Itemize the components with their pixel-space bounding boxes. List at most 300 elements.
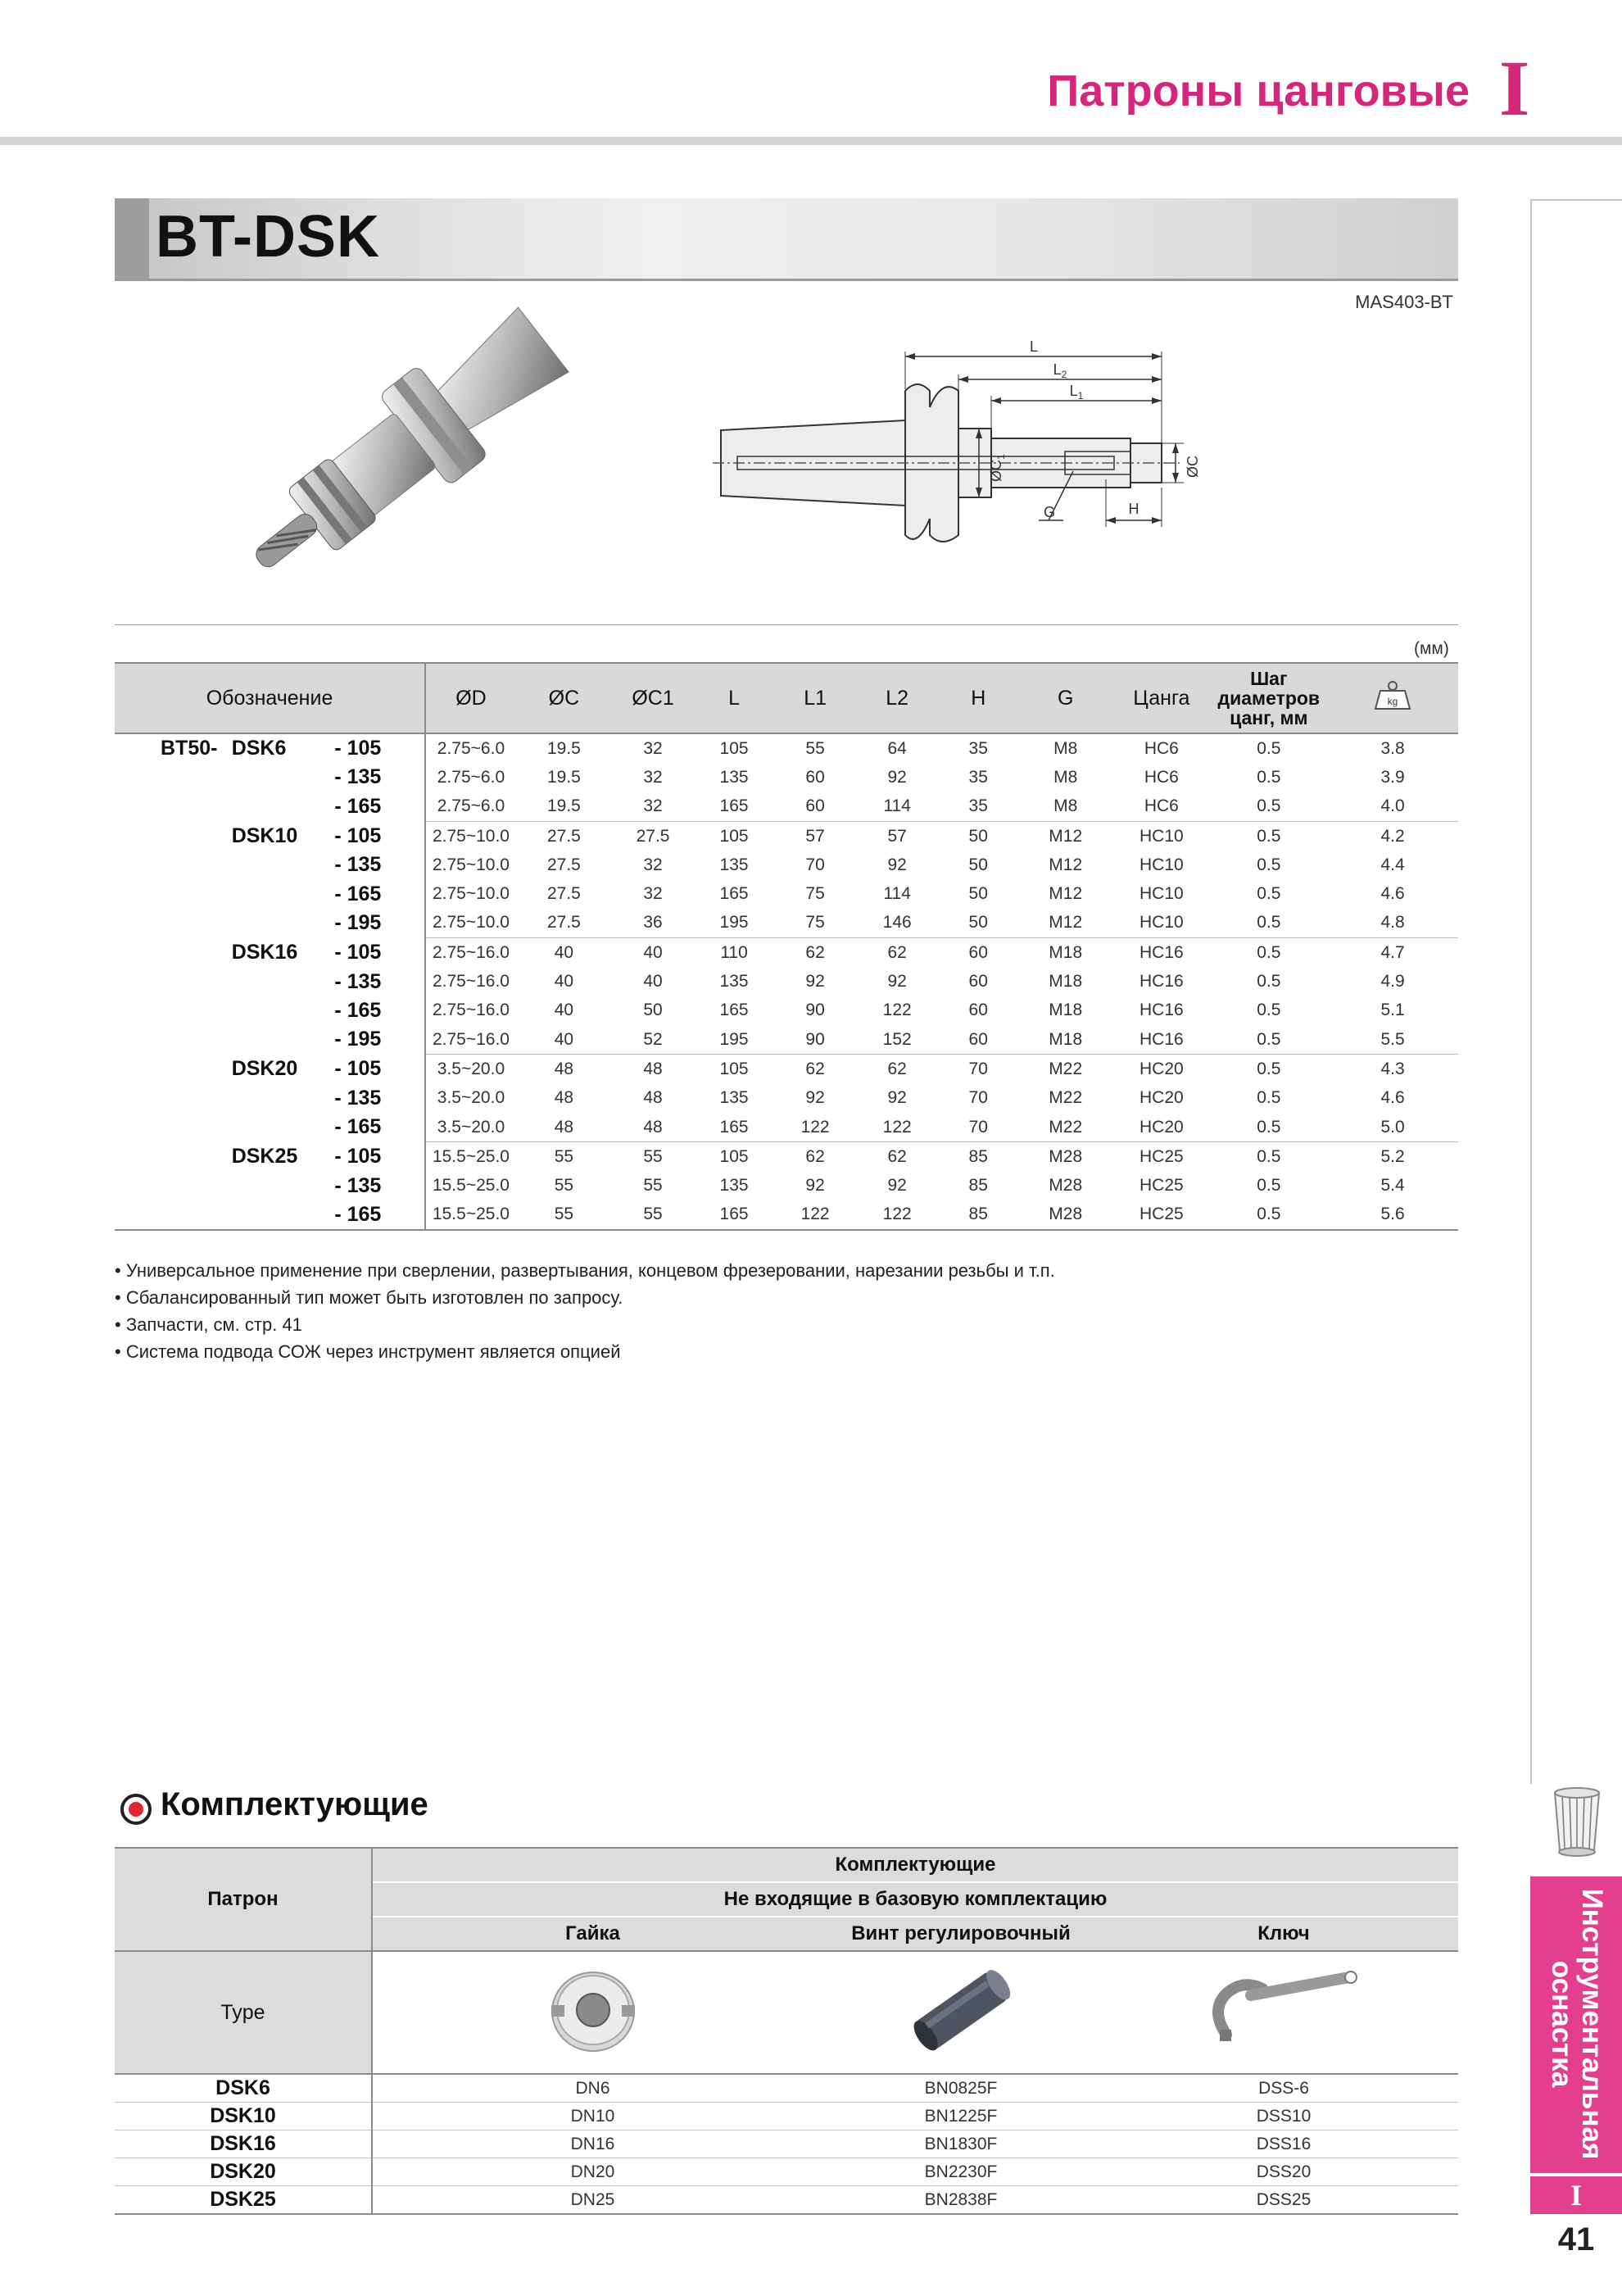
cell-g: M22 (1049, 1088, 1083, 1108)
dim-label-H: H (1128, 501, 1139, 517)
acc-model: DSK10 (115, 2103, 372, 2130)
sidebar-category-line2: оснастка (1546, 1960, 1578, 2088)
cell-step: 0.5 (1257, 1176, 1281, 1196)
cell-step: 0.5 (1257, 913, 1281, 932)
cell-d: 2.75~16.0 (432, 972, 510, 991)
sidebar-roman-numeral: I (1530, 2173, 1622, 2214)
cell-d: 2.75~6.0 (437, 767, 505, 787)
cell-weight: 5.6 (1327, 1200, 1458, 1230)
row-prefix (115, 821, 232, 851)
header-D: ØD (425, 663, 516, 733)
cell-c1: 27.5 (612, 821, 694, 851)
dim-label-L1: L (1069, 383, 1078, 399)
cell-l: 195 (719, 1029, 749, 1049)
cell-l2: 114 (883, 884, 911, 904)
cell-l2: 92 (887, 855, 907, 874)
row-series (232, 763, 335, 792)
row-series (232, 792, 335, 822)
row-prefix (115, 763, 232, 792)
row-series (232, 1171, 335, 1200)
cell-d: 3.5~20.0 (425, 1055, 516, 1084)
dim-label-L2-sub: 2 (1061, 369, 1067, 380)
cell-g: M28 (1018, 1200, 1112, 1230)
cell-g: M12 (1049, 913, 1083, 932)
cell-collet: HC16 (1139, 1029, 1184, 1049)
cell-c: 19.5 (546, 796, 581, 816)
cell-step: 0.5 (1257, 884, 1281, 904)
cell-weight: 4.2 (1327, 821, 1458, 851)
row-prefix (115, 967, 232, 996)
cell-c: 48 (554, 1117, 574, 1137)
cell-h: 85 (938, 1200, 1018, 1230)
cell-collet: HC20 (1139, 1088, 1184, 1108)
cell-step: 0.5 (1210, 821, 1327, 851)
cell-l2: 62 (856, 1142, 938, 1172)
table-row (115, 909, 1458, 938)
cell-c1: 50 (643, 1001, 663, 1020)
cell-l1: 62 (774, 1142, 856, 1172)
note-item: • Система подвода СОЖ через инструмент является опцией (115, 1338, 1055, 1365)
cell-c1: 52 (643, 1029, 663, 1049)
cell-c1: 55 (612, 1142, 694, 1172)
cell-collet: HC16 (1112, 938, 1210, 968)
table-row (115, 1200, 1458, 1230)
cell-d: 2.75~6.0 (437, 796, 505, 816)
row-prefix (115, 1055, 232, 1084)
cell-c: 55 (554, 1176, 574, 1196)
table-row (115, 1113, 1458, 1142)
cell-l1: 75 (805, 913, 825, 932)
dim-label-C1: ØC (988, 460, 1004, 482)
cell-c1: 40 (612, 938, 694, 968)
table-row (115, 1025, 1458, 1055)
spec-table (115, 662, 1458, 1231)
acc-model: DSK16 (115, 2130, 372, 2158)
row-series (232, 879, 335, 908)
cell-weight: 4.6 (1380, 884, 1405, 904)
cell-step: 0.5 (1210, 1055, 1327, 1084)
dim-label-L1-sub: 1 (1077, 390, 1084, 402)
dim-label-L2: L (1053, 361, 1062, 378)
cell-h: 85 (968, 1176, 988, 1196)
row-series: DSK10 (231, 824, 298, 847)
cell-step: 0.5 (1257, 972, 1281, 991)
cell-h: 60 (968, 1001, 988, 1020)
cell-l: 165 (719, 1117, 749, 1137)
cell-h: 35 (968, 767, 988, 787)
cell-c: 40 (554, 972, 574, 991)
cell-step: 0.5 (1210, 938, 1327, 968)
cell-c: 27.5 (546, 855, 581, 874)
cell-l2: 114 (883, 796, 911, 816)
cell-l1: 75 (805, 884, 825, 904)
cell-weight: 4.6 (1380, 1088, 1405, 1108)
acc-model: DSK25 (115, 2186, 372, 2215)
acc-model: DSK20 (115, 2158, 372, 2186)
row-length: - 135 (334, 967, 425, 996)
cell-d: 15.5~25.0 (425, 1142, 516, 1172)
cell-l: 135 (719, 1176, 749, 1196)
acc-screw: BN2230F (813, 2158, 1109, 2186)
note-item: • Запчасти, см. стр. 41 (115, 1311, 1055, 1338)
cell-l2: 122 (856, 1200, 938, 1230)
row-series: DSK20 (231, 1057, 298, 1081)
cell-l1: 90 (805, 1001, 825, 1020)
acc-screw: BN2838F (813, 2186, 1109, 2215)
header-L: L (694, 663, 774, 733)
row-length: - 135 (334, 1084, 425, 1113)
dim-label-C: ØC (1185, 456, 1201, 478)
row-prefix (115, 851, 232, 879)
header-step (1210, 663, 1327, 733)
cell-l1: 57 (774, 821, 856, 851)
cell-l: 105 (694, 1055, 774, 1084)
dim-label-C1-sub: 1 (995, 454, 1007, 460)
cell-g: M18 (1049, 1029, 1083, 1049)
weight-icon-label: kg (1387, 695, 1398, 707)
acc-wrench: DSS20 (1109, 2158, 1458, 2186)
cell-c1: 48 (612, 1055, 694, 1084)
cell-l2: 92 (887, 1176, 907, 1196)
cell-c1: 55 (612, 1200, 694, 1230)
cell-g: M18 (1049, 972, 1083, 991)
table-top-rule (115, 624, 1458, 625)
cell-weight: 5.5 (1380, 1029, 1405, 1049)
cell-h: 35 (968, 796, 988, 816)
header-L2: L2 (856, 663, 938, 733)
cell-step: 0.5 (1257, 1117, 1281, 1137)
row-series (232, 1084, 335, 1113)
cell-d: 2.75~10.0 (425, 821, 516, 851)
cell-l2: 92 (887, 972, 907, 991)
cell-d: 3.5~20.0 (437, 1088, 505, 1108)
cell-c1: 32 (643, 855, 663, 874)
accessory-row (115, 2186, 1458, 2215)
accessory-row (115, 2130, 1458, 2158)
row-series: DSK25 (231, 1145, 298, 1168)
row-series (232, 909, 335, 938)
row-prefix (115, 1142, 232, 1172)
cell-c1: 32 (643, 767, 663, 787)
cell-collet: HC25 (1139, 1176, 1184, 1196)
table-row (115, 733, 1458, 763)
wrench-image (1194, 1961, 1374, 2059)
cell-g: M22 (1018, 1055, 1112, 1084)
row-length: - 165 (334, 879, 425, 908)
cell-l1: 62 (774, 938, 856, 968)
row-length: - 105 (334, 1142, 425, 1172)
header-G: G (1018, 663, 1112, 733)
cell-l1: 60 (805, 767, 825, 787)
cell-l: 165 (694, 1200, 774, 1230)
cell-d: 2.75~10.0 (432, 855, 510, 874)
cell-c1: 55 (643, 1176, 663, 1196)
cell-d: 2.75~10.0 (432, 913, 510, 932)
cell-h: 70 (968, 1117, 988, 1137)
cell-l1: 92 (805, 1176, 825, 1196)
row-length: - 135 (334, 763, 425, 792)
cell-l1: 92 (805, 972, 825, 991)
cell-g: M22 (1049, 1117, 1083, 1137)
sidebar-category-tab[interactable] (1530, 1876, 1622, 2173)
cell-weight: 5.4 (1380, 1176, 1405, 1196)
cell-step: 0.5 (1210, 1200, 1327, 1230)
accessory-row (115, 2103, 1458, 2130)
cell-l2: 57 (856, 821, 938, 851)
cell-d: 2.75~16.0 (425, 938, 516, 968)
table-row (115, 763, 1458, 792)
row-length: - 195 (334, 909, 425, 938)
row-length: - 165 (334, 792, 425, 822)
table-row (115, 967, 1458, 996)
row-series (232, 1025, 335, 1055)
row-length: - 105 (334, 938, 425, 968)
acc-model: DSK6 (115, 2074, 372, 2103)
cell-l: 165 (719, 796, 749, 816)
row-length: - 105 (334, 733, 425, 763)
product-photo (197, 287, 606, 615)
cell-l1: 90 (805, 1029, 825, 1049)
cell-collet: HC20 (1139, 1117, 1184, 1137)
cell-l: 105 (694, 821, 774, 851)
row-series (232, 1200, 335, 1230)
sidebar-category-label (1546, 1889, 1606, 2160)
acc-wrench: DSS25 (1109, 2186, 1458, 2215)
cell-l2: 122 (882, 1001, 912, 1020)
cell-c1: 32 (643, 796, 663, 816)
table-row (115, 879, 1458, 908)
cell-c1: 48 (643, 1117, 663, 1137)
dim-label-G: G (1044, 504, 1056, 520)
row-series (232, 967, 335, 996)
acc-header-subgroup: Не входящие в базовую комплектацию (372, 1882, 1458, 1917)
sidebar-category-line1: Инструментальная (1575, 1888, 1608, 2160)
row-series (232, 996, 335, 1025)
header-step-line2: диаметров (1217, 687, 1321, 709)
unit-label: (мм) (1414, 639, 1449, 658)
cell-l2: 152 (882, 1029, 912, 1049)
header-step-line3: цанг, мм (1230, 707, 1308, 729)
cell-step: 0.5 (1257, 767, 1281, 787)
cell-step: 0.5 (1257, 738, 1281, 758)
cell-c: 27.5 (546, 913, 581, 932)
wrench-image-cell (1109, 1951, 1458, 2074)
cell-d: 2.75~10.0 (432, 884, 510, 904)
cell-collet: HC16 (1139, 1001, 1184, 1020)
cell-c: 40 (554, 1029, 574, 1049)
cell-weight: 5.0 (1380, 1117, 1405, 1137)
cell-l: 135 (719, 1088, 749, 1108)
cell-c: 48 (554, 1088, 574, 1108)
cell-l1: 122 (800, 1117, 830, 1137)
cell-weight: 4.9 (1380, 972, 1405, 991)
note-item: • Универсальное применение при сверлении, развертывания, концевом фрезеровании, нарезании резьбы и т.п. (115, 1257, 1055, 1284)
technical-drawing (713, 332, 1221, 586)
cell-d: 15.5~25.0 (425, 1200, 516, 1230)
cell-l: 135 (719, 855, 749, 874)
cell-g: M12 (1049, 855, 1083, 874)
cell-c1: 40 (643, 972, 663, 991)
row-length: - 195 (334, 1025, 425, 1055)
row-prefix (115, 938, 232, 968)
header-C1: ØC1 (612, 663, 694, 733)
acc-header-screw: Винт регулировочный (813, 1917, 1109, 1951)
cell-step: 0.5 (1257, 1029, 1281, 1049)
cell-h: 50 (968, 913, 988, 932)
cell-g: M8 (1053, 738, 1078, 758)
cell-collet: HC16 (1139, 972, 1184, 991)
cell-l1: 62 (774, 1055, 856, 1084)
acc-type-label: Type (115, 1951, 372, 2074)
table-row (115, 1171, 1458, 1200)
collet-icon (1540, 1786, 1614, 1872)
note-item: • Сбалансированный тип может быть изготовлен по запросу. (115, 1284, 1055, 1311)
acc-nut: DN25 (372, 2186, 813, 2215)
header-step-line1: Шаг (1250, 667, 1288, 689)
cell-c: 55 (516, 1200, 612, 1230)
cell-h: 85 (938, 1142, 1018, 1172)
row-length: - 165 (334, 1113, 425, 1142)
cell-collet: HC10 (1139, 913, 1184, 932)
acc-nut: DN16 (372, 2130, 813, 2158)
table-row (115, 821, 1458, 851)
cell-collet: HC10 (1139, 884, 1184, 904)
row-series: DSK6 (231, 737, 287, 760)
cell-collet: HC10 (1112, 821, 1210, 851)
cell-d: 2.75~16.0 (432, 1029, 510, 1049)
cell-l2: 62 (856, 938, 938, 968)
row-length: - 135 (334, 1171, 425, 1200)
table-row (115, 1142, 1458, 1172)
row-prefix (115, 1084, 232, 1113)
cell-c1: 36 (643, 913, 663, 932)
cell-l1: 55 (805, 738, 825, 758)
acc-nut: DN10 (372, 2103, 813, 2130)
nut-image (532, 1961, 655, 2059)
row-prefix (115, 1171, 232, 1200)
cell-c: 40 (516, 938, 612, 968)
row-series (232, 1113, 335, 1142)
cell-collet: HC6 (1144, 738, 1179, 758)
row-series (232, 851, 335, 879)
table-row (115, 996, 1458, 1025)
cell-g: M12 (1049, 884, 1083, 904)
cell-l1: 92 (805, 1088, 825, 1108)
cell-step: 0.5 (1257, 855, 1281, 874)
cell-l: 165 (719, 1001, 749, 1020)
row-prefix (115, 792, 232, 822)
cell-h: 70 (938, 1055, 1018, 1084)
row-length: - 105 (334, 821, 425, 851)
cell-step: 0.5 (1257, 1088, 1281, 1108)
cell-step: 0.5 (1257, 1001, 1281, 1020)
target-bullet-icon (120, 1793, 152, 1826)
row-length: - 165 (334, 996, 425, 1025)
acc-header-holder: Патрон (115, 1848, 372, 1951)
cell-h: 50 (968, 855, 988, 874)
table-row (115, 938, 1458, 968)
cell-c1: 32 (643, 884, 663, 904)
cell-c: 40 (554, 1001, 574, 1020)
cell-h: 60 (968, 972, 988, 991)
cell-h: 60 (938, 938, 1018, 968)
cell-c: 19.5 (546, 767, 581, 787)
cell-weight: 4.0 (1380, 796, 1405, 816)
cell-h: 50 (938, 821, 1018, 851)
cell-c1: 32 (643, 738, 663, 758)
cell-collet: HC6 (1144, 767, 1179, 787)
svg-text:L1 (1070, 383, 1084, 402)
cell-l: 135 (719, 767, 749, 787)
cell-h: 35 (968, 738, 988, 758)
cell-l2: 62 (856, 1055, 938, 1084)
accessories-table (115, 1847, 1458, 2215)
cell-weight: 5.1 (1380, 1001, 1405, 1020)
acc-screw: BN0825F (813, 2074, 1109, 2103)
table-row (115, 851, 1458, 879)
cell-collet: HC10 (1139, 855, 1184, 874)
row-prefix (115, 909, 232, 938)
cell-l: 105 (719, 738, 749, 758)
notes-list (115, 1257, 1055, 1365)
header-divider (0, 137, 1622, 145)
header-designation: Обозначение (115, 663, 425, 733)
row-length: - 105 (334, 1055, 425, 1084)
cell-c: 19.5 (546, 738, 581, 758)
row-prefix (115, 1025, 232, 1055)
cell-weight: 4.7 (1327, 938, 1458, 968)
nut-image-cell (372, 1951, 813, 2074)
cell-l1: 70 (805, 855, 825, 874)
acc-wrench: DSS-6 (1109, 2074, 1458, 2103)
cell-d: 2.75~6.0 (437, 738, 505, 758)
row-prefix (115, 1113, 232, 1142)
cell-l: 110 (694, 938, 774, 968)
cell-h: 50 (968, 884, 988, 904)
cell-weight: 4.8 (1380, 913, 1405, 932)
product-title: BT-DSK (156, 204, 380, 270)
cell-l2: 92 (887, 1088, 907, 1108)
acc-screw: BN1225F (813, 2103, 1109, 2130)
cell-collet: HC6 (1144, 796, 1179, 816)
svg-text:L2 (1053, 361, 1067, 380)
acc-header-wrench: Ключ (1109, 1917, 1458, 1951)
cell-weight: 4.3 (1327, 1055, 1458, 1084)
dim-label-L: L (1029, 338, 1039, 355)
cell-d: 15.5~25.0 (432, 1176, 510, 1196)
cell-c: 48 (516, 1055, 612, 1084)
cell-l2: 64 (887, 738, 907, 758)
cell-l: 105 (694, 1142, 774, 1172)
page-number: 41 (1557, 2221, 1595, 2257)
cell-l1: 122 (774, 1200, 856, 1230)
cell-weight: 3.8 (1380, 738, 1405, 758)
cell-d: 2.75~16.0 (432, 1001, 510, 1020)
row-prefix: BT50- (161, 737, 218, 760)
cell-collet: HC25 (1112, 1142, 1210, 1172)
header-weight (1327, 663, 1458, 733)
header-H: H (938, 663, 1018, 733)
acc-nut: DN20 (372, 2158, 813, 2186)
cell-l: 165 (719, 884, 749, 904)
cell-l: 135 (719, 972, 749, 991)
cell-g: M28 (1049, 1176, 1083, 1196)
section-title: Патроны цанговые (1047, 66, 1470, 116)
cell-d: 3.5~20.0 (437, 1117, 505, 1137)
cell-h: 70 (968, 1088, 988, 1108)
acc-wrench: DSS10 (1109, 2103, 1458, 2130)
accessory-row (115, 2158, 1458, 2186)
